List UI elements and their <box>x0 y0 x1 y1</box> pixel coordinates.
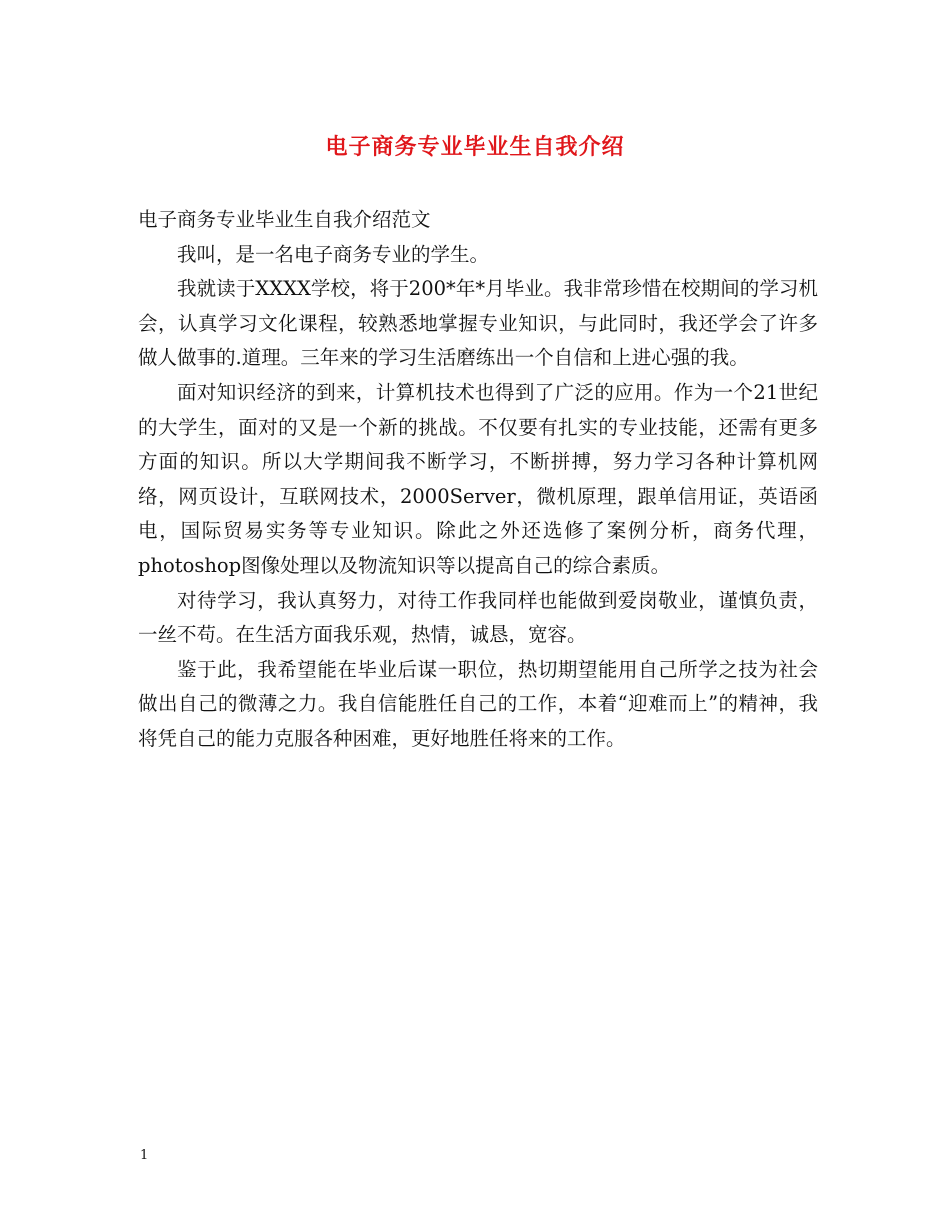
paragraph-4: 对待学习，我认真努力，对待工作我同样也能做到爱岗敬业，谨慎负责，一丝不苟。在生活方面我乐观，热情，诚恳，宽容。 <box>138 588 818 647</box>
document-body <box>138 203 818 757</box>
page-number: 1 <box>140 1148 149 1163</box>
document-subtitle: 电子商务专业毕业生自我介绍范文 <box>138 208 431 231</box>
paragraph-1: 我叫，是一名电子商务专业的学生。 <box>177 242 490 266</box>
paragraph-3: 面对知识经济的到来，计算机技术也得到了广泛的应用。作为一个21世纪的大学生，面对的又是一个新的挑战。不仅要有扎实的专业技能，还需有更多方面的知识。所以大学期间我不断学习，不断拼搏，努力学习各种计算机网络，网页设计，互联网技术，2000Server，微机原理，跟单信用证，英语函电，国际贸易实务等专业知识。除此之外还选修了案例分析，商务代理，photoshop图像处理以及物流知识等以提高自己的综合素质。 <box>138 380 818 577</box>
document-title: 电子商务专业毕业生自我介绍 <box>325 135 625 160</box>
paragraph-5: 鉴于此，我希望能在毕业后谋一职位，热切期望能用自己所学之技为社会做出自己的微薄之力。我自信能胜任自己的工作，本着“迎难而上”的精神，我将凭自己的能力克服各种困难，更好地胜任将来的工作。 <box>138 657 818 750</box>
paragraph-2: 我就读于XXXX学校，将于200*年*月毕业。我非常珍惜在校期间的学习机会，认真学习文化课程，较熟悉地掌握专业知识，与此同时，我还学会了许多做人做事的.道理。三年来的学习生活磨练出一个自信和上进心强的我。 <box>138 277 818 370</box>
